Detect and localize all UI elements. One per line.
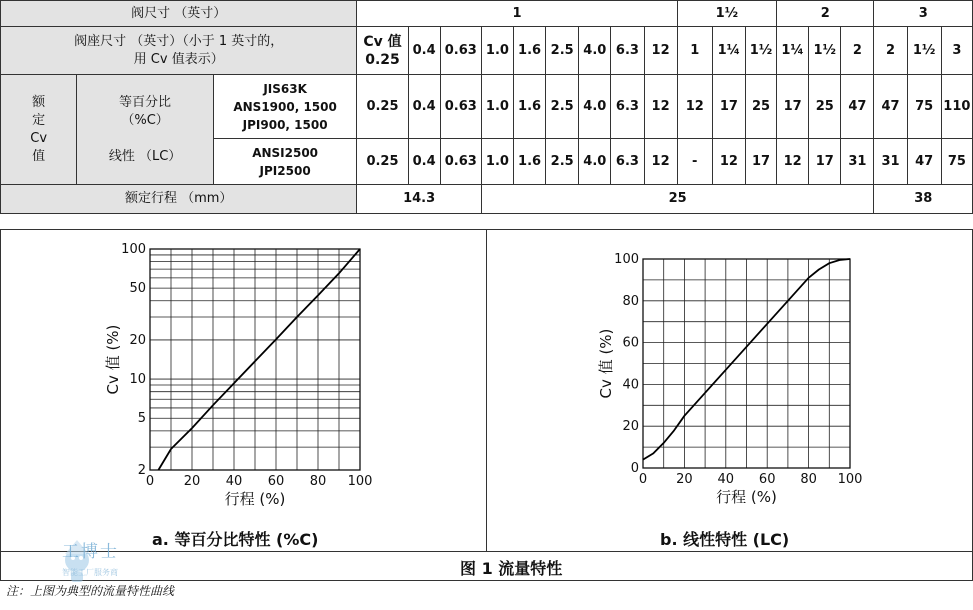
- caption-equal-percentage: a. 等百分比特性 (%C): [152, 530, 319, 549]
- stroke-label: 额定行程 （mm）: [1, 185, 357, 214]
- x-tick-label: 100: [347, 474, 373, 489]
- y-tick-label: 20: [622, 419, 639, 435]
- caption-linear: b. 线性特性 (LC): [660, 530, 790, 549]
- seat-size-cell: 1¼: [777, 27, 809, 75]
- pc-cv-cell: 47: [841, 75, 874, 139]
- valve-size-3: 3: [874, 1, 973, 27]
- pc-cv-cell: 1.6: [514, 75, 546, 139]
- y-tick-label: 50: [129, 281, 146, 297]
- seat-size-cell: 3: [941, 27, 972, 75]
- seat-size-row: [1, 27, 973, 75]
- x-axis-label: 行程 (%): [716, 488, 777, 506]
- seat-size-label: 阀座尺寸 （英寸）（小于 1 英寸的， 用 Cv 值表示）: [1, 27, 357, 75]
- pc-cv-cell: 2.5: [546, 75, 579, 139]
- valve-size-1: 1: [357, 1, 677, 27]
- y-tick-label: 60: [622, 335, 639, 351]
- y-tick-label: 100: [121, 242, 146, 257]
- figure-title: 图 1 流量特性: [460, 559, 563, 578]
- characteristic-label: 等百分比 （%C） 线性 （LC）: [77, 75, 214, 185]
- y-tick-label: 10: [129, 372, 146, 388]
- pc-cv-cell: 75: [907, 75, 941, 139]
- pc-cv-cell: 25: [809, 75, 841, 139]
- pc-cv-cell: 0.4: [408, 75, 440, 139]
- pc-cv-cell: 17: [777, 75, 809, 139]
- rated-cv-label: 额 定 Cv 值: [1, 75, 77, 185]
- seat-size-cell: 1.6: [514, 27, 546, 75]
- stroke-value: 25: [481, 185, 874, 214]
- valve-size-2: 2: [777, 1, 874, 27]
- seat-size-cell: 12: [644, 27, 677, 75]
- lc-cv-cell: 12: [644, 139, 677, 185]
- lc-cv-cell: 0.63: [440, 139, 481, 185]
- x-tick-label: 60: [758, 472, 776, 487]
- lc-cv-cell: 4.0: [579, 139, 611, 185]
- seat-size-cell: 0.4: [408, 27, 440, 75]
- lc-cv-cell: 12: [712, 139, 745, 185]
- stroke-value: 14.3: [357, 185, 481, 214]
- y-tick-label: 2: [137, 463, 146, 478]
- valve-size-1-5: 1½: [677, 1, 776, 27]
- lc-cv-cell: -: [677, 139, 712, 185]
- series-line: [158, 249, 360, 470]
- lc-cv-cell: 31: [874, 139, 907, 185]
- seat-size-cell: 2: [874, 27, 907, 75]
- pc-cv-cell: 0.63: [440, 75, 481, 139]
- pc-cv-cell: 6.3: [611, 75, 644, 139]
- y-tick-label: 100: [614, 252, 639, 267]
- seat-size-cell: 0.63: [440, 27, 481, 75]
- x-axis-label: 行程 (%): [224, 490, 286, 508]
- seat-size-cell: 1½: [745, 27, 776, 75]
- lc-cv-cell: 12: [777, 139, 809, 185]
- stroke-row: [1, 185, 973, 214]
- pc-cv-cell: 110: [941, 75, 972, 139]
- seat-size-cell: 1¼: [712, 27, 745, 75]
- watermark-name: 工博士: [62, 542, 119, 562]
- lc-cv-cell: 47: [907, 139, 941, 185]
- x-tick-label: 0: [638, 472, 648, 487]
- y-tick-label: 5: [137, 411, 146, 427]
- lc-cv-cell: 1.0: [481, 139, 513, 185]
- y-axis-label: Cv 值 (%): [104, 324, 122, 395]
- chart-equal-percentage: [0, 229, 486, 529]
- spec-table: [0, 0, 973, 214]
- pc-cv-cell: 12: [677, 75, 712, 139]
- y-tick-label: 80: [622, 293, 639, 309]
- seat-size-cell: 2.5: [546, 27, 579, 75]
- pc-cv-row: [1, 75, 973, 139]
- seat-size-cell: 1½: [907, 27, 941, 75]
- lc-cv-cell: 75: [941, 139, 972, 185]
- seat-cv-label: Cv 值 0.25: [357, 27, 408, 75]
- x-tick-label: 20: [183, 474, 201, 489]
- lc-cv-cell: 31: [841, 139, 874, 185]
- y-tick-label: 20: [129, 332, 146, 348]
- x-tick-label: 0: [145, 474, 155, 489]
- x-tick-label: 80: [309, 474, 327, 489]
- x-tick-label: 40: [225, 474, 243, 489]
- pc-cv-cell: 4.0: [579, 75, 611, 139]
- x-tick-label: 20: [676, 472, 693, 487]
- lc-standards: ANSI2500 JPI2500: [213, 139, 357, 185]
- seat-size-cell: 1.0: [481, 27, 513, 75]
- lc-cv-cell: 17: [809, 139, 841, 185]
- stroke-value: 38: [874, 185, 973, 214]
- lc-cv-cell: 2.5: [546, 139, 579, 185]
- x-tick-label: 80: [800, 472, 817, 487]
- watermark-subtitle: 智能工厂服务商: [62, 568, 118, 577]
- seat-size-cell: 6.3: [611, 27, 644, 75]
- lc-cv-cell: 6.3: [611, 139, 644, 185]
- valve-size-row: [1, 1, 973, 27]
- x-tick-label: 100: [837, 472, 863, 487]
- seat-size-cell: 1: [677, 27, 712, 75]
- x-tick-label: 40: [717, 472, 735, 487]
- pc-cv-cell: 17: [712, 75, 745, 139]
- pc-standards: JIS63K ANS1900, 1500 JPI900, 1500: [213, 75, 357, 139]
- y-axis-label: Cv 值 (%): [597, 328, 615, 399]
- seat-size-cell: 4.0: [579, 27, 611, 75]
- y-tick-label: 0: [630, 461, 639, 476]
- pc-cv-cell: 1.0: [481, 75, 513, 139]
- lc-cv-cell: 17: [745, 139, 776, 185]
- figure-note: 注：上图为典型的流量特性曲线: [6, 584, 175, 598]
- lc-cv-cell: 0.25: [357, 139, 408, 185]
- valve-size-label: 阀尺寸 （英寸）: [1, 1, 357, 27]
- y-tick-label: 40: [622, 377, 639, 393]
- pc-cv-cell: 47: [874, 75, 907, 139]
- lc-cv-cell: 0.4: [408, 139, 440, 185]
- seat-size-cell: 1½: [809, 27, 841, 75]
- chart-linear: [487, 229, 973, 529]
- pc-cv-cell: 25: [745, 75, 776, 139]
- lc-cv-cell: 1.6: [514, 139, 546, 185]
- x-tick-label: 60: [267, 474, 285, 489]
- seat-size-cell: 2: [841, 27, 874, 75]
- pc-cv-cell: 0.25: [357, 75, 408, 139]
- pc-cv-cell: 12: [644, 75, 677, 139]
